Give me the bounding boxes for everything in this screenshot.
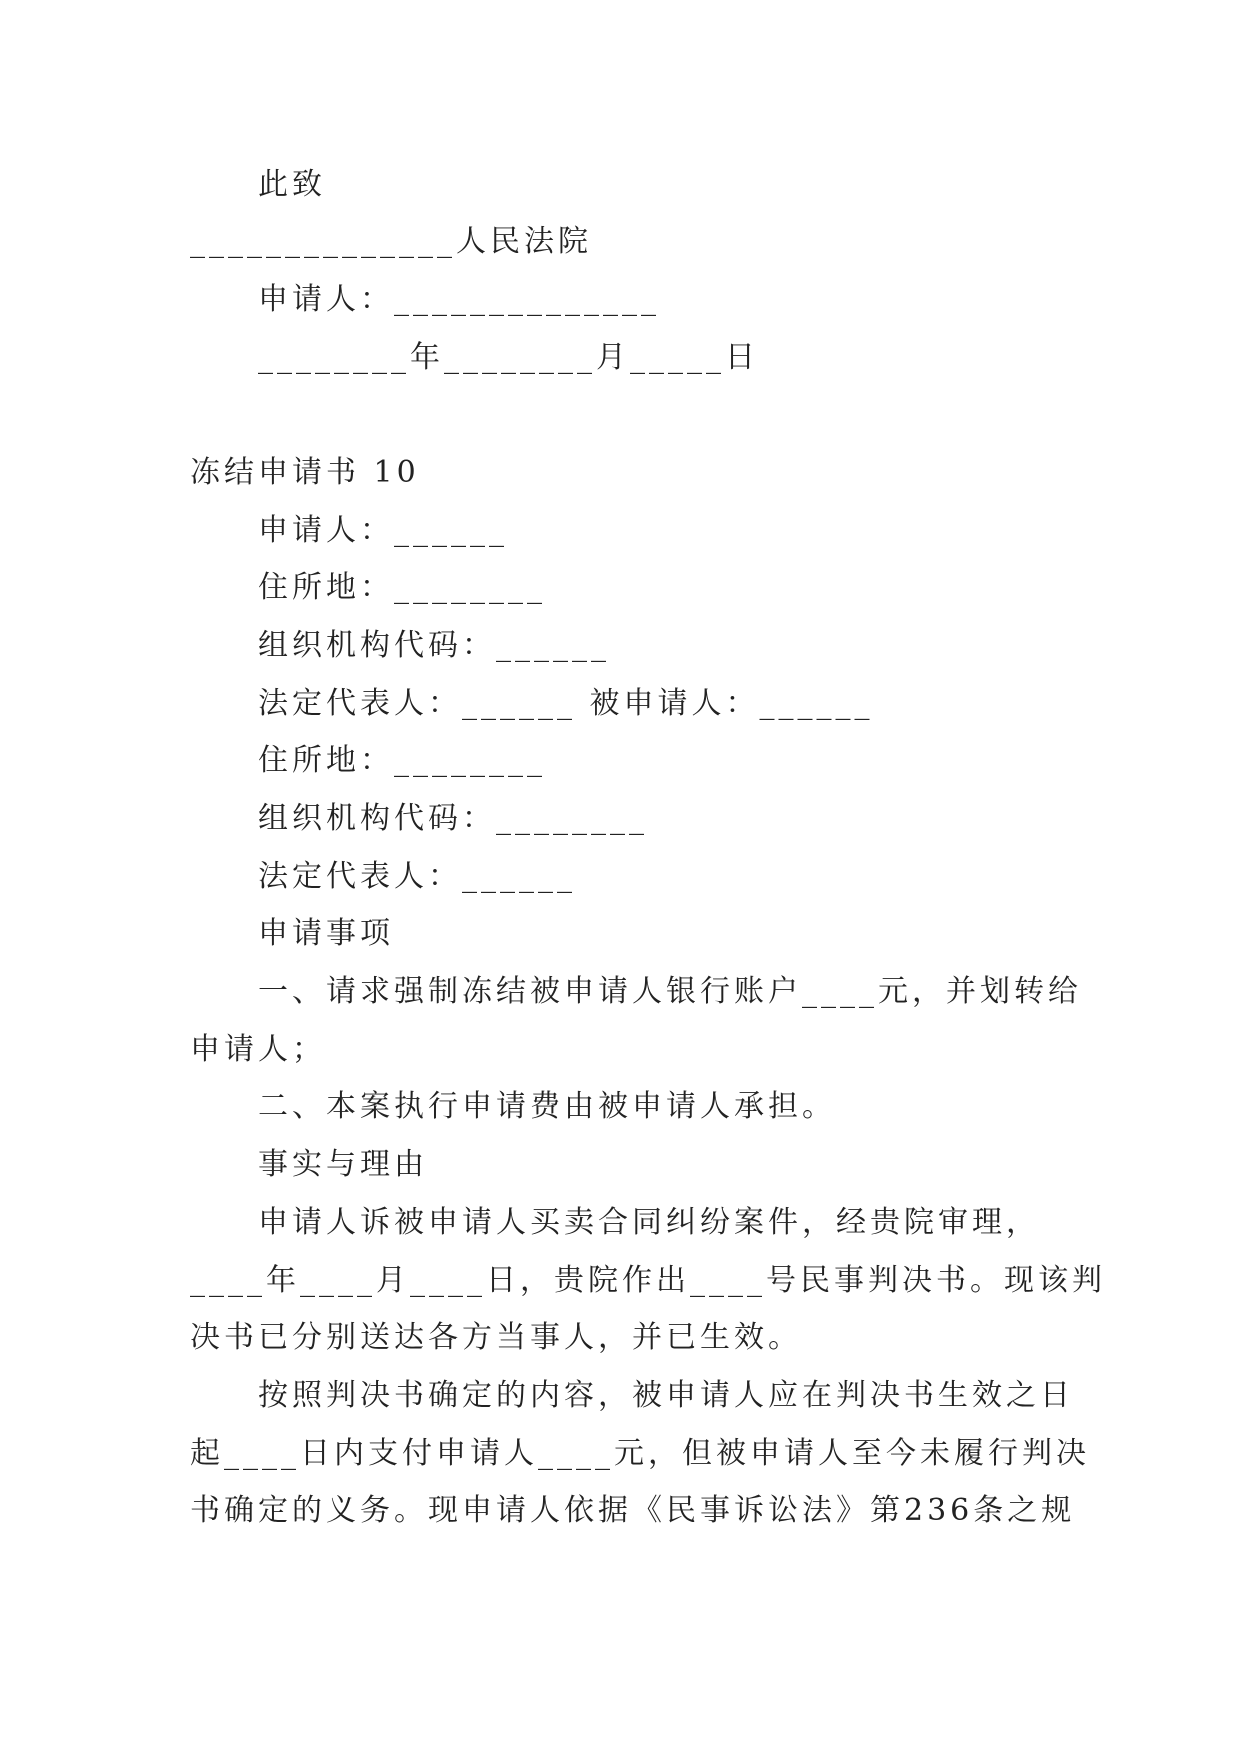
facts-heading: 事实与理由 [258,1147,428,1182]
closing-applicant: 申请人：______________ [258,282,660,317]
request-1-line-1: 一、请求强制冻结被申请人银行账户____元，并划转给 [258,974,1082,1009]
section-title: 冻结申请书 10 [190,455,420,490]
field-respondent-address: 住所地：________ [258,743,546,778]
closing-date: ________年________月_____日 [258,340,759,375]
request-2: 二、本案执行申请费由被申请人承担。 [258,1089,836,1124]
field-applicant-org-code: 组织机构代码：______ [258,628,610,663]
requests-heading: 申请事项 [258,916,394,951]
facts-para-1-line-3: 决书已分别送达各方当事人，并已生效。 [190,1320,802,1355]
field-applicant-legal-rep-and-respondent: 法定代表人：______ 被申请人：______ [258,686,874,721]
closing-salutation: 此致 [258,167,326,202]
closing-court: ______________人民法院 [190,224,592,259]
facts-para-1-line-2: ____年____月____日，贵院作出____号民事判决书。现该判 [190,1263,1106,1298]
field-applicant-address: 住所地：________ [258,570,546,605]
field-respondent-legal-rep: 法定代表人：______ [258,859,576,894]
facts-para-2-line-1: 按照判决书确定的内容，被申请人应在判决书生效之日 [258,1378,1074,1413]
field-respondent-org-code: 组织机构代码：________ [258,801,648,836]
facts-para-2-line-3: 书确定的义务。现申请人依据《民事诉讼法》第236条之规 [190,1493,1076,1528]
request-1-line-2: 申请人； [190,1032,326,1067]
field-applicant: 申请人：______ [258,513,508,548]
facts-para-2-line-2: 起____日内支付申请人____元，但被申请人至今未履行判决 [190,1436,1090,1471]
facts-para-1-line-1: 申请人诉被申请人买卖合同纠纷案件，经贵院审理， [258,1205,1040,1240]
